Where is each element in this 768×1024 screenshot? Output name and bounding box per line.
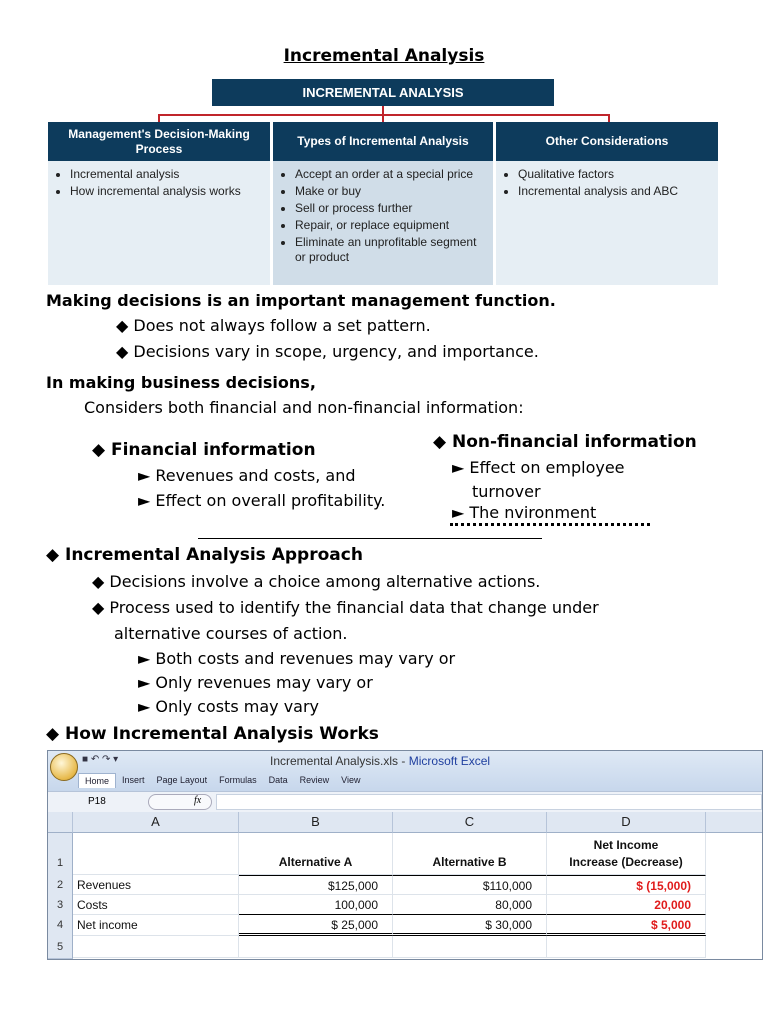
chart-item: • Accept an order at a special price <box>295 167 487 182</box>
header-cell[interactable]: Alternative B <box>393 833 547 875</box>
chart-column-header: Management's Decision-Making Process <box>48 122 270 161</box>
tab-insert[interactable]: Insert <box>122 775 145 785</box>
chart-column-header: Types of Incremental Analysis <box>273 122 493 161</box>
select-all-corner[interactable] <box>48 812 73 833</box>
undo-icon[interactable]: ↶ <box>90 754 100 765</box>
tab-view[interactable]: View <box>341 775 361 785</box>
row-header[interactable]: 2 <box>48 875 73 896</box>
sub-bullet: ► Effect on employee <box>452 458 625 477</box>
paragraph: Considers both financial and non-financial information: <box>84 398 524 417</box>
fx-icon[interactable]: fx <box>194 795 202 806</box>
row-header[interactable]: 3 <box>48 895 73 916</box>
cell-value[interactable]: $ (15,000) <box>547 875 706 895</box>
tab-page-layout[interactable]: Page Layout <box>156 775 208 785</box>
chart-column-header: Other Considerations <box>496 122 718 161</box>
header-line: Increase (Decrease) <box>569 855 683 869</box>
sub-bullet: ► Only costs may vary <box>138 697 320 716</box>
column-header[interactable]: B <box>239 812 393 833</box>
row-header[interactable]: 1 <box>48 833 73 876</box>
ribbon-tabs <box>78 773 366 788</box>
chart-item: • Sell or process further <box>295 201 487 216</box>
redo-icon[interactable]: ↷ <box>102 754 111 765</box>
office-button-icon[interactable] <box>50 753 78 781</box>
cell-label[interactable]: Revenues <box>73 875 239 895</box>
section-heading: Making decisions is an important management function. <box>46 291 556 310</box>
cell-label[interactable]: Net income <box>73 915 239 936</box>
column-header[interactable]: A <box>73 812 239 833</box>
chart-item: • Incremental analysis <box>70 167 264 182</box>
name-box[interactable]: P18 <box>88 796 106 807</box>
header-line: Net Income <box>593 838 659 852</box>
dropdown-icon[interactable]: ▾ <box>113 754 119 765</box>
nonfinancial-heading: ◆ Non-financial information <box>433 432 697 452</box>
financial-heading: ◆ Financial information <box>92 440 316 460</box>
sub-bullet: ► The nvironment <box>452 503 597 522</box>
cell-value[interactable]: $125,000 <box>239 875 393 895</box>
row-header[interactable]: 4 <box>48 915 73 937</box>
file-name: Incremental Analysis.xls <box>270 754 399 768</box>
sub-bullet-continued: turnover <box>472 482 541 501</box>
cell-value[interactable]: $110,000 <box>393 875 547 895</box>
bullet-point: ◆ Decisions involve a choice among alternative actions. <box>92 572 541 591</box>
tab-review[interactable]: Review <box>299 775 330 785</box>
title-separator: - <box>398 754 409 768</box>
cell-value[interactable]: $ 5,000 <box>547 915 706 936</box>
bullet-point: ◆ Process used to identify the financial data that change under <box>92 598 599 617</box>
column-header[interactable]: D <box>547 812 706 833</box>
chart-column-body <box>496 161 718 285</box>
cell[interactable] <box>393 936 547 958</box>
tab-home[interactable]: Home <box>78 773 116 788</box>
row-header[interactable]: 5 <box>48 936 73 959</box>
chart-item: • Qualitative factors <box>518 167 712 182</box>
formula-controls[interactable] <box>148 794 212 810</box>
chart-item: • Incremental analysis and ABC <box>518 184 712 199</box>
clipped-text-fragment <box>450 523 670 527</box>
chart-column-body <box>48 161 270 285</box>
window-title <box>270 754 490 768</box>
chart-header: INCREMENTAL ANALYSIS <box>212 79 554 106</box>
cell-label[interactable]: Costs <box>73 895 239 915</box>
cell[interactable] <box>547 936 706 958</box>
excel-ribbon <box>48 751 762 791</box>
column-header[interactable]: C <box>393 812 547 833</box>
tab-data[interactable]: Data <box>268 775 288 785</box>
section-heading: In making business decisions, <box>46 373 316 392</box>
bullet-point: ◆ Decisions vary in scope, urgency, and importance. <box>116 342 539 361</box>
cell[interactable] <box>239 936 393 958</box>
header-cell[interactable] <box>547 833 706 875</box>
sub-bullet: ► Both costs and revenues may vary or <box>138 649 456 668</box>
column-header-blank[interactable] <box>706 812 762 833</box>
excel-window <box>47 750 763 960</box>
sub-bullet: ► Revenues and costs, and <box>138 466 356 485</box>
cell-value[interactable]: $ 30,000 <box>393 915 547 936</box>
chart-item: • Repair, or replace equipment <box>295 218 487 233</box>
save-icon[interactable]: ■ <box>82 754 89 765</box>
chart-column-body <box>273 161 493 285</box>
cell[interactable] <box>73 936 239 958</box>
chart-connector <box>158 114 610 116</box>
cell-value[interactable]: $ 25,000 <box>239 915 393 936</box>
page-title: Incremental Analysis <box>283 46 485 66</box>
bullet-continued: alternative courses of action. <box>114 624 348 643</box>
formula-input[interactable] <box>216 794 762 810</box>
quick-access-toolbar[interactable] <box>82 754 118 765</box>
sub-bullet: ► Only revenues may vary or <box>138 673 373 692</box>
tab-formulas[interactable]: Formulas <box>219 775 257 785</box>
chart-item: • How incremental analysis works <box>70 184 264 199</box>
header-cell[interactable]: Alternative A <box>239 833 393 875</box>
bullet-point: ◆ Does not always follow a set pattern. <box>116 316 431 335</box>
cell-value[interactable]: 80,000 <box>393 895 547 915</box>
chart-item: • Make or buy <box>295 184 487 199</box>
divider <box>198 538 542 539</box>
section-heading: ◆ How Incremental Analysis Works <box>46 724 379 744</box>
section-heading: ◆ Incremental Analysis Approach <box>46 545 363 565</box>
cell-value[interactable]: 100,000 <box>239 895 393 915</box>
cell[interactable] <box>73 833 239 875</box>
cell-value[interactable]: 20,000 <box>547 895 706 915</box>
chart-item: • Eliminate an unprofitable segment or product <box>295 235 487 265</box>
sub-bullet: ► Effect on overall profitability. <box>138 491 386 510</box>
formula-bar <box>48 791 762 813</box>
app-name: Microsoft Excel <box>408 754 491 768</box>
